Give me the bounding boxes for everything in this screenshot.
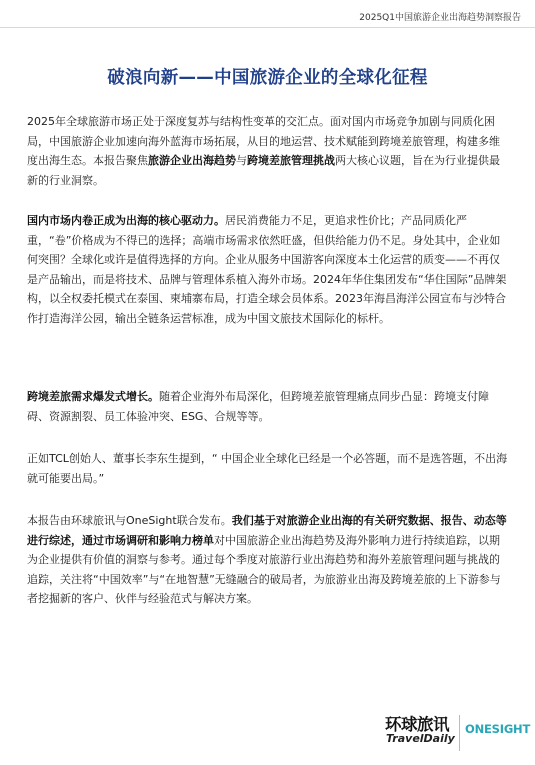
publisher-logos [385,711,535,753]
travel-demand-paragraph [27,387,509,426]
scope-text-1: 本报告由环球旅讯与OneSight联合发布。 [27,514,232,527]
intro-text-1: 2025年全球旅游市场正处于深度复苏与结构性变革的交汇点。面对国内市场竞争加剧与同质化困局，中国旅游企业加速向海外蓝海市场拓展，从目的地运营、技术赋能到跨境差旅管理，构建多维度出海生态。本报告聚焦 [27,115,500,167]
logo-divider [459,715,460,751]
header-divider [0,27,535,28]
quote-paragraph [27,449,509,488]
intro-text-2: 与 [236,154,247,167]
scope-text-2: 对中国旅游企业出海趋势及海外影响力进行持续追踪，以期为企业提供有价值的洞察与参考。通过每个季度对旅游行业出海趋势和海外差旅管理问题与挑战的追踪，关注将“中国效率”与“在地智慧”无缝融合的破局者，为旅游业出海及跨境差旅的上下游参与者挖掘新的客户、伙伴与经验范式与解决方案。 [27,533,501,605]
intro-bold-2: 跨境差旅管理挑战 [247,154,335,167]
intro-bold-1: 旅游企业出海趋势 [148,154,236,167]
report-header-title: 2025Q1中国旅游企业出海趋势洞察报告 [359,13,521,23]
onesight-logo: ONESIGHT [465,722,531,736]
intro-paragraph [27,112,509,190]
domestic-driver-paragraph [27,211,509,328]
domestic-driver-text: 居民消费能力不足，更追求性价比；产品同质化严重，“卷”价格成为不得已的选择；高端市场需求依然旺盛，但供给能力仍不足。身处其中，企业如何突围？全球化或许是值得选择的方向。企业从服务中国游客向深度本土化运营的质变——不再仅是产品输出，而是将技术、品牌与管理体系植入海外市场。2024年华住集团发布“华住国际”品牌架构，以全权委托模式在泰国、柬埔寨布局，打造全球会员体系。2023年海昌海洋公园宣布与沙特合作打造海洋公园，输出全链条运营标准，成为中国文旅技术国际化的标杆。 [27,214,507,325]
domestic-driver-heading: 国内市场内卷正成为出海的核心驱动力。 [27,214,225,227]
quote-text: 正如TCL创始人、董事长李东生提到，“ 中国企业全球化已经是一个必答题，而不是选答题，不出海就可能要出局。” [27,452,508,485]
scope-bold: 我们基于对旅游企业出海的有关研究数据、报告、动态等进行综述，通过市场调研和影响力榜单 [27,514,507,547]
traveldaily-logo-en: TravelDaily [386,732,455,745]
traveldaily-logo-cn: 环球旅讯 [385,715,449,734]
report-scope-paragraph [27,511,509,609]
intro-text-3: 两大核心议题，旨在为行业提供最新的行业洞察。 [27,154,500,187]
travel-demand-heading: 跨境差旅需求爆发式增长。 [27,390,159,403]
page-title: 破浪向新——中国旅游企业的全球化征程 [107,68,428,88]
travel-demand-text: 随着企业海外布局深化，但跨境差旅管理痛点同步凸显：跨境支付障碍、资源割裂、员工体验冲突、ESG、合规等等。 [27,390,489,423]
